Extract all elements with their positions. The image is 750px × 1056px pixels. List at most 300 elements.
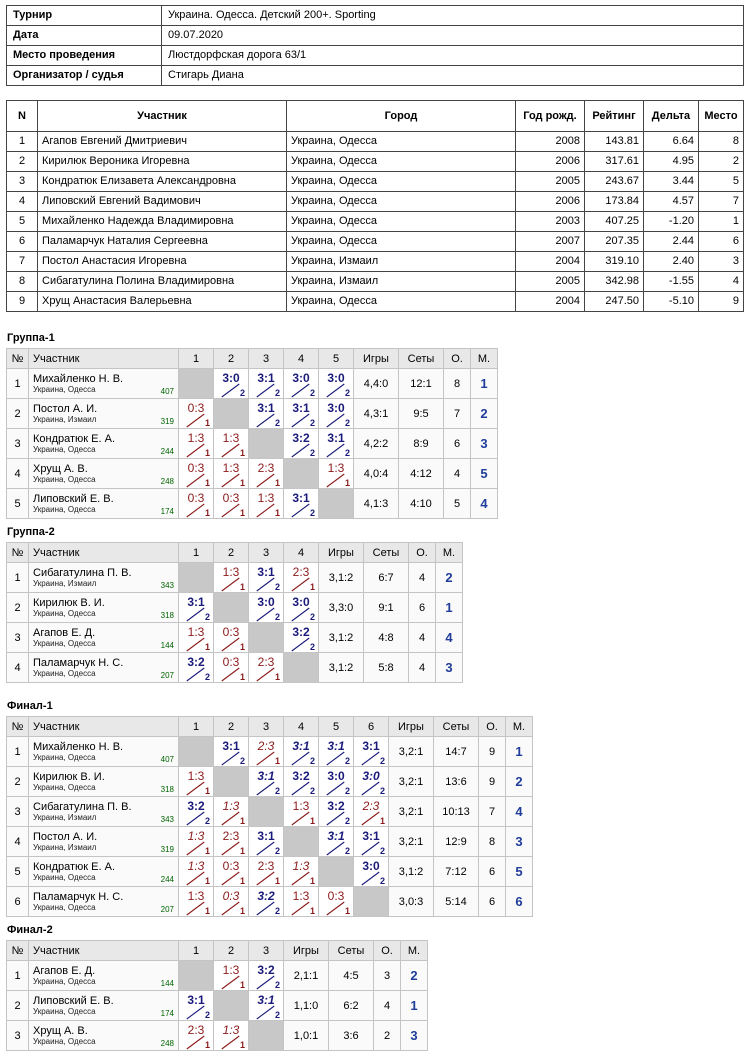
match-points: 2 xyxy=(239,756,245,766)
col-header-sets: Сеты xyxy=(329,941,374,961)
match-result xyxy=(249,593,284,623)
match-points: 1 xyxy=(204,1040,210,1050)
set-score: 2:3 xyxy=(257,739,275,753)
set-score: 0:3 xyxy=(222,625,240,639)
match-result xyxy=(319,827,354,857)
group-title: Финал-1 xyxy=(7,700,53,712)
col-header-birth-year: Год рожд. xyxy=(516,101,585,132)
set-score: 3:1 xyxy=(292,739,310,753)
participant-name: Постол Анастасия Игоревна xyxy=(38,252,287,272)
sets-value: 5:14 xyxy=(434,887,479,917)
set-score: 3:2 xyxy=(257,889,275,903)
match-result xyxy=(214,857,249,887)
match-points: 2 xyxy=(344,388,350,398)
info-row xyxy=(7,66,744,86)
sets-value: 4:10 xyxy=(399,489,444,519)
participant-short-name: Михайленко Н. В. xyxy=(33,741,124,753)
participant-rating: 407.25 xyxy=(585,212,644,232)
col-header-points: О. xyxy=(409,543,436,563)
place-value: 2 xyxy=(436,563,463,593)
info-key: Турнир xyxy=(7,6,162,26)
participant-delta: 4.95 xyxy=(644,152,699,172)
participant-name: Михайленко Надежда Владимировна xyxy=(38,212,287,232)
match-points: 1 xyxy=(204,642,210,652)
match-points: 1 xyxy=(274,672,280,682)
row-number: 1 xyxy=(7,369,29,399)
group-table xyxy=(6,348,498,519)
set-score: 1:3 xyxy=(187,859,205,873)
participant-rating: 343 xyxy=(160,581,174,590)
match-result xyxy=(284,797,319,827)
group-header-row xyxy=(7,543,463,563)
games-value: 2,1:1 xyxy=(284,961,329,991)
match-result xyxy=(179,991,214,1021)
match-points: 2 xyxy=(379,786,385,796)
col-header-participant: Участник xyxy=(29,543,179,563)
set-score: 1:3 xyxy=(327,461,345,475)
row-number: 1 xyxy=(7,563,29,593)
sets-value: 6:2 xyxy=(329,991,374,1021)
set-score: 3:1 xyxy=(187,595,205,609)
participant-place: 4 xyxy=(699,272,744,292)
match-points: 2 xyxy=(274,786,280,796)
match-points: 2 xyxy=(344,816,350,826)
match-points: 1 xyxy=(204,478,210,488)
participant-city: Украина, Одесса xyxy=(33,385,96,394)
col-header-opponent: 2 xyxy=(214,543,249,563)
participant-city: Украина, Одесса xyxy=(33,669,96,678)
match-points: 2 xyxy=(309,756,315,766)
row-number: 6 xyxy=(7,887,29,917)
participant-cell xyxy=(29,857,179,887)
group-row xyxy=(7,827,533,857)
col-header-no: № xyxy=(7,717,29,737)
set-score: 3:0 xyxy=(222,371,240,385)
set-score: 1:3 xyxy=(187,431,205,445)
participant-row xyxy=(7,172,744,192)
points-value: 7 xyxy=(444,399,471,429)
participant-cell xyxy=(29,737,179,767)
participant-short-name: Кирилюк В. И. xyxy=(33,597,105,609)
set-score: 3:2 xyxy=(187,799,205,813)
self-cell xyxy=(354,887,389,917)
match-points: 2 xyxy=(344,786,350,796)
match-result xyxy=(214,563,249,593)
participant-row xyxy=(7,152,744,172)
participant-rating: 343 xyxy=(160,815,174,824)
match-points: 2 xyxy=(309,612,315,622)
self-cell xyxy=(319,489,354,519)
participant-rating: 407 xyxy=(160,755,174,764)
col-header-no: № xyxy=(7,941,29,961)
participant-rating: 407 xyxy=(160,387,174,396)
participant-row xyxy=(7,132,744,152)
self-cell xyxy=(214,991,249,1021)
match-points: 1 xyxy=(204,906,210,916)
match-points: 1 xyxy=(344,478,350,488)
participant-rating: 318 xyxy=(160,785,174,794)
games-value: 4,4:0 xyxy=(354,369,399,399)
match-points: 2 xyxy=(274,1010,280,1020)
match-points: 2 xyxy=(344,846,350,856)
match-result xyxy=(179,399,214,429)
match-result xyxy=(284,767,319,797)
group-row xyxy=(7,887,533,917)
participant-cell xyxy=(29,489,179,519)
set-score: 0:3 xyxy=(327,889,345,903)
points-value: 4 xyxy=(409,563,436,593)
participant-short-name: Кондратюк Е. А. xyxy=(33,433,116,445)
participant-number: 9 xyxy=(7,292,38,312)
col-header-points: О. xyxy=(479,717,506,737)
set-score: 3:0 xyxy=(362,859,380,873)
participant-name: Агапов Евгений Дмитриевич xyxy=(38,132,287,152)
match-result xyxy=(284,593,319,623)
participant-city: Украина, Измаил xyxy=(33,579,97,588)
match-points: 1 xyxy=(239,876,245,886)
participant-row xyxy=(7,272,744,292)
participant-delta: -5.10 xyxy=(644,292,699,312)
participant-number: 8 xyxy=(7,272,38,292)
participant-short-name: Сибагатулина П. В. xyxy=(33,801,132,813)
match-result xyxy=(214,489,249,519)
match-points: 2 xyxy=(274,612,280,622)
set-score: 0:3 xyxy=(222,491,240,505)
group-table xyxy=(6,542,463,683)
set-score: 1:3 xyxy=(222,1023,240,1037)
match-points: 2 xyxy=(274,846,280,856)
participant-number: 7 xyxy=(7,252,38,272)
participant-row xyxy=(7,212,744,232)
info-value: 09.07.2020 xyxy=(162,26,744,46)
participant-number: 2 xyxy=(7,152,38,172)
match-result xyxy=(249,369,284,399)
match-points: 2 xyxy=(379,756,385,766)
col-header-place: М. xyxy=(401,941,428,961)
group-title: Группа-1 xyxy=(7,332,55,344)
col-header-opponent: 1 xyxy=(179,349,214,369)
set-score: 0:3 xyxy=(187,401,205,415)
match-points: 1 xyxy=(204,508,210,518)
games-value: 1,1:0 xyxy=(284,991,329,1021)
set-score: 2:3 xyxy=(292,565,310,579)
participant-delta: -1.55 xyxy=(644,272,699,292)
match-result xyxy=(354,737,389,767)
set-score: 0:3 xyxy=(187,491,205,505)
set-score: 1:3 xyxy=(222,565,240,579)
games-value: 4,2:2 xyxy=(354,429,399,459)
group-title: Финал-2 xyxy=(7,924,53,936)
points-value: 6 xyxy=(444,429,471,459)
participant-cell xyxy=(29,827,179,857)
participant-cell xyxy=(29,429,179,459)
match-result xyxy=(284,399,319,429)
participant-row xyxy=(7,192,744,212)
participant-short-name: Сибагатулина П. В. xyxy=(33,567,132,579)
set-score: 3:1 xyxy=(292,491,310,505)
points-value: 9 xyxy=(479,737,506,767)
match-result xyxy=(249,857,284,887)
col-header-place: М. xyxy=(436,543,463,563)
participant-city: Украина, Одесса xyxy=(33,505,96,514)
participant-rating: 174 xyxy=(160,1009,174,1018)
games-value: 3,2:1 xyxy=(389,737,434,767)
match-result xyxy=(214,827,249,857)
match-points: 1 xyxy=(274,478,280,488)
participant-rating: 244 xyxy=(160,447,174,456)
sets-value: 4:12 xyxy=(399,459,444,489)
match-result xyxy=(249,653,284,683)
sets-value: 4:5 xyxy=(329,961,374,991)
match-points: 1 xyxy=(309,906,315,916)
participant-delta: 6.64 xyxy=(644,132,699,152)
col-header-games: Игры xyxy=(319,543,364,563)
col-header-games: Игры xyxy=(284,941,329,961)
info-row xyxy=(7,46,744,66)
participant-short-name: Постол А. И. xyxy=(33,403,98,415)
place-value: 4 xyxy=(436,623,463,653)
place-value: 4 xyxy=(471,489,498,519)
match-points: 1 xyxy=(239,448,245,458)
sets-value: 13:6 xyxy=(434,767,479,797)
place-value: 3 xyxy=(506,827,533,857)
group-header-row xyxy=(7,717,533,737)
set-score: 3:1 xyxy=(362,739,380,753)
col-header-participant: Участник xyxy=(29,941,179,961)
set-score: 1:3 xyxy=(222,963,240,977)
sets-value: 7:12 xyxy=(434,857,479,887)
participant-cell xyxy=(29,623,179,653)
participant-rating: 342.98 xyxy=(585,272,644,292)
set-score: 3:1 xyxy=(257,769,275,783)
group-row xyxy=(7,767,533,797)
games-value: 4,0:4 xyxy=(354,459,399,489)
match-points: 1 xyxy=(309,582,315,592)
set-score: 1:3 xyxy=(257,491,275,505)
participant-birth-year: 2006 xyxy=(516,192,585,212)
participant-short-name: Агапов Е. Д. xyxy=(33,965,96,977)
group-row xyxy=(7,399,498,429)
col-header-participant: Участник xyxy=(29,349,179,369)
points-value: 8 xyxy=(479,827,506,857)
match-points: 2 xyxy=(309,508,315,518)
participant-rating: 248 xyxy=(160,1039,174,1048)
points-value: 4 xyxy=(374,991,401,1021)
participant-rating: 207 xyxy=(160,671,174,680)
participant-row xyxy=(7,232,744,252)
points-value: 2 xyxy=(374,1021,401,1051)
match-points: 2 xyxy=(204,672,210,682)
match-result xyxy=(319,887,354,917)
col-header-city: Город xyxy=(287,101,516,132)
tournament-info-table xyxy=(6,5,744,86)
col-header-opponent: 3 xyxy=(249,543,284,563)
participant-row xyxy=(7,292,744,312)
col-header-games: Игры xyxy=(354,349,399,369)
sets-value: 8:9 xyxy=(399,429,444,459)
set-score: 3:2 xyxy=(292,769,310,783)
row-number: 3 xyxy=(7,1021,29,1051)
set-score: 2:3 xyxy=(222,829,240,843)
info-value: Стигарь Диана xyxy=(162,66,744,86)
place-value: 2 xyxy=(506,767,533,797)
self-cell xyxy=(249,429,284,459)
match-points: 1 xyxy=(239,582,245,592)
set-score: 1:3 xyxy=(187,889,205,903)
participant-short-name: Паламарчук Н. С. xyxy=(33,891,124,903)
participant-city: Украина, Одесса xyxy=(33,475,96,484)
match-points: 2 xyxy=(274,582,280,592)
participant-short-name: Агапов Е. Д. xyxy=(33,627,96,639)
participant-rating: 174 xyxy=(160,507,174,516)
match-points: 2 xyxy=(309,786,315,796)
points-value: 6 xyxy=(479,857,506,887)
self-cell xyxy=(284,459,319,489)
match-result xyxy=(319,399,354,429)
participant-short-name: Кондратюк Е. А. xyxy=(33,861,116,873)
info-row xyxy=(7,6,744,26)
participant-rating: 173.84 xyxy=(585,192,644,212)
self-cell xyxy=(284,653,319,683)
match-points: 2 xyxy=(309,448,315,458)
set-score: 0:3 xyxy=(222,859,240,873)
place-value: 3 xyxy=(436,653,463,683)
set-score: 1:3 xyxy=(187,769,205,783)
match-result xyxy=(214,961,249,991)
col-header-opponent: 4 xyxy=(284,349,319,369)
col-header-opponent: 2 xyxy=(214,941,249,961)
col-header-place: М. xyxy=(471,349,498,369)
match-points: 1 xyxy=(204,786,210,796)
place-value: 4 xyxy=(506,797,533,827)
match-points: 2 xyxy=(309,388,315,398)
match-result xyxy=(179,459,214,489)
self-cell xyxy=(179,961,214,991)
participant-rating: 248 xyxy=(160,477,174,486)
match-result xyxy=(284,623,319,653)
col-header-no: № xyxy=(7,543,29,563)
participant-cell xyxy=(29,767,179,797)
match-result xyxy=(319,737,354,767)
participant-cell xyxy=(29,399,179,429)
games-value: 4,1:3 xyxy=(354,489,399,519)
set-score: 3:1 xyxy=(362,829,380,843)
group-row xyxy=(7,489,498,519)
participant-city: Украина, Измаил xyxy=(33,813,97,822)
match-result xyxy=(319,459,354,489)
participant-short-name: Хрущ А. В. xyxy=(33,463,88,475)
match-result xyxy=(179,767,214,797)
sets-value: 10:13 xyxy=(434,797,479,827)
match-points: 2 xyxy=(274,980,280,990)
participant-city: Украина, Одесса xyxy=(33,783,96,792)
col-header-place: Место xyxy=(699,101,744,132)
col-header-opponent: 1 xyxy=(179,941,214,961)
participant-cell xyxy=(29,593,179,623)
col-header-opponent: 4 xyxy=(284,543,319,563)
set-score: 3:1 xyxy=(257,565,275,579)
participant-cell xyxy=(29,653,179,683)
participants-header-row xyxy=(7,101,744,132)
match-points: 2 xyxy=(274,906,280,916)
games-value: 3,1:2 xyxy=(319,653,364,683)
place-value: 3 xyxy=(471,429,498,459)
self-cell xyxy=(179,369,214,399)
participant-cell xyxy=(29,563,179,593)
info-row xyxy=(7,26,744,46)
group-row xyxy=(7,369,498,399)
sets-value: 9:5 xyxy=(399,399,444,429)
match-points: 1 xyxy=(239,478,245,488)
points-value: 9 xyxy=(479,767,506,797)
participant-city: Украина, Одесса xyxy=(33,1007,96,1016)
match-result xyxy=(179,827,214,857)
col-header-rating: Рейтинг xyxy=(585,101,644,132)
participant-number: 5 xyxy=(7,212,38,232)
match-result xyxy=(214,797,249,827)
col-header-opponent: 1 xyxy=(179,717,214,737)
col-header-place: М. xyxy=(506,717,533,737)
match-result xyxy=(179,1021,214,1051)
games-value: 3,1:2 xyxy=(319,623,364,653)
participant-city: Украина, Измаил xyxy=(287,272,516,292)
participant-city: Украина, Измаил xyxy=(287,252,516,272)
col-header-sets: Сеты xyxy=(399,349,444,369)
match-points: 1 xyxy=(274,508,280,518)
col-header-opponent: 2 xyxy=(214,349,249,369)
points-value: 4 xyxy=(409,653,436,683)
match-result xyxy=(354,827,389,857)
match-points: 2 xyxy=(204,1010,210,1020)
match-result xyxy=(249,459,284,489)
match-points: 1 xyxy=(344,906,350,916)
sets-value: 4:8 xyxy=(364,623,409,653)
participant-birth-year: 2005 xyxy=(516,272,585,292)
match-points: 2 xyxy=(309,642,315,652)
games-value: 3,3:0 xyxy=(319,593,364,623)
col-header-opponent: 5 xyxy=(319,349,354,369)
participant-city: Украина, Одесса xyxy=(287,172,516,192)
group-header-row xyxy=(7,349,498,369)
group-row xyxy=(7,593,463,623)
games-value: 3,1:2 xyxy=(319,563,364,593)
participant-number: 3 xyxy=(7,172,38,192)
participant-rating: 144 xyxy=(160,979,174,988)
games-value: 3,2:1 xyxy=(389,827,434,857)
group-header-row xyxy=(7,941,428,961)
col-header-opponent: 3 xyxy=(249,717,284,737)
row-number: 3 xyxy=(7,797,29,827)
participant-city: Украина, Одесса xyxy=(287,192,516,212)
match-points: 2 xyxy=(344,756,350,766)
participant-rating: 318 xyxy=(160,611,174,620)
match-result xyxy=(214,369,249,399)
set-score: 3:1 xyxy=(257,401,275,415)
col-header-opponent: 1 xyxy=(179,543,214,563)
participant-rating: 243.67 xyxy=(585,172,644,192)
match-points: 2 xyxy=(204,816,210,826)
group-row xyxy=(7,737,533,767)
col-header-n: N xyxy=(7,101,38,132)
points-value: 6 xyxy=(409,593,436,623)
participant-name: Хрущ Анастасия Валерьевна xyxy=(38,292,287,312)
col-header-opponent: 4 xyxy=(284,717,319,737)
match-points: 1 xyxy=(274,876,280,886)
sets-value: 12:1 xyxy=(399,369,444,399)
match-points: 1 xyxy=(239,980,245,990)
participant-city: Украина, Одесса xyxy=(287,132,516,152)
col-header-sets: Сеты xyxy=(364,543,409,563)
